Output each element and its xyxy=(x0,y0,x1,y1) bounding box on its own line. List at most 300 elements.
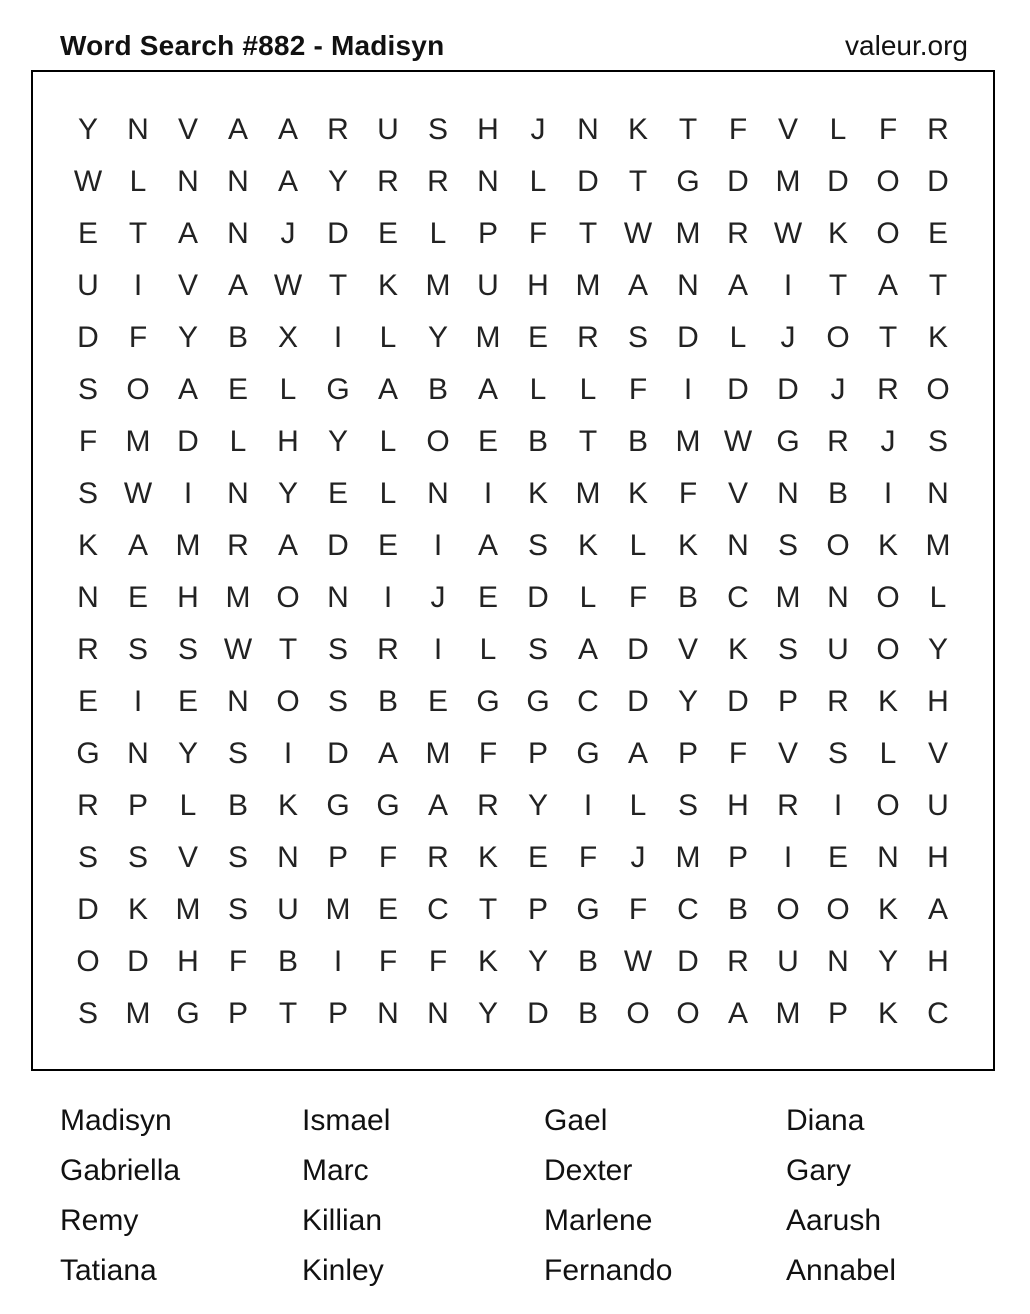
grid-letter: K xyxy=(627,113,648,146)
grid-letter: B xyxy=(727,893,748,926)
grid-letter: K xyxy=(877,685,898,718)
grid-letter: R xyxy=(77,789,99,822)
grid-letter: L xyxy=(429,217,447,250)
grid-letter: T xyxy=(578,217,598,250)
grid-letter: J xyxy=(430,581,446,614)
grid-letter: W xyxy=(73,165,103,198)
grid-letter: M xyxy=(425,737,451,770)
grid-letter: F xyxy=(478,737,498,770)
grid-letter: R xyxy=(227,529,249,562)
grid-letter: B xyxy=(277,945,298,978)
grid-letter: O xyxy=(426,425,450,458)
grid-letter: U xyxy=(477,269,499,302)
grid-letter: O xyxy=(876,633,900,666)
grid-letter: N xyxy=(777,477,799,510)
grid-letter: V xyxy=(777,737,798,770)
word-list xyxy=(60,1096,1028,1296)
grid-letter: F xyxy=(628,893,648,926)
grid-letter: L xyxy=(229,425,247,458)
grid-letter: Y xyxy=(927,633,948,666)
grid-letter: M xyxy=(325,893,351,926)
grid-letter: B xyxy=(627,425,648,458)
grid-letter: J xyxy=(530,113,546,146)
grid-letter: I xyxy=(483,477,493,510)
grid-letter: S xyxy=(627,321,648,354)
grid-letter: A xyxy=(477,529,498,562)
grid-letter: N xyxy=(127,113,149,146)
word-list-item: Dexter xyxy=(544,1154,633,1187)
grid-letter: S xyxy=(127,633,148,666)
grid-letter: O xyxy=(876,581,900,614)
grid-letter: J xyxy=(830,373,846,406)
grid-letter: K xyxy=(277,789,298,822)
grid-letter: N xyxy=(877,841,899,874)
grid-letter: W xyxy=(273,269,303,302)
grid-letter: N xyxy=(427,997,449,1030)
grid-letter: M xyxy=(575,477,601,510)
grid-letter: A xyxy=(177,373,198,406)
grid-letter: E xyxy=(377,217,398,250)
grid-letter: S xyxy=(777,529,798,562)
word-list-item: Ismael xyxy=(302,1104,391,1137)
grid-letter: M xyxy=(125,997,151,1030)
grid-letter: I xyxy=(883,477,893,510)
word-list-item: Tatiana xyxy=(60,1254,157,1287)
grid-letter: E xyxy=(827,841,848,874)
grid-letter: O xyxy=(126,373,150,406)
grid-letter: O xyxy=(276,685,300,718)
grid-letter: E xyxy=(127,581,148,614)
grid-letter: F xyxy=(678,477,698,510)
grid-letter: O xyxy=(826,893,850,926)
grid-letter: A xyxy=(727,269,748,302)
grid-letter: S xyxy=(77,841,98,874)
grid-letter: G xyxy=(526,685,550,718)
grid-letter: N xyxy=(227,217,249,250)
grid-letter: F xyxy=(878,113,898,146)
grid-letter: D xyxy=(577,165,599,198)
grid-letter: L xyxy=(379,321,397,354)
grid-letter: D xyxy=(327,217,349,250)
grid-letter: S xyxy=(827,737,848,770)
grid-letter: H xyxy=(477,113,499,146)
grid-letter: I xyxy=(783,269,793,302)
grid-letter: F xyxy=(228,945,248,978)
grid-letter: G xyxy=(376,789,400,822)
grid-letter: T xyxy=(478,893,498,926)
grid-letter: M xyxy=(175,893,201,926)
grid-letter: K xyxy=(927,321,948,354)
grid-letter: V xyxy=(927,737,948,770)
grid-letter: I xyxy=(133,685,143,718)
grid-letter: K xyxy=(877,893,898,926)
grid-letter: D xyxy=(77,893,99,926)
grid-letter: D xyxy=(727,685,749,718)
grid-letter: U xyxy=(277,893,299,926)
grid-letter: K xyxy=(627,477,648,510)
grid-letter: E xyxy=(477,425,498,458)
grid-letter: T xyxy=(828,269,848,302)
grid-letter: H xyxy=(927,841,949,874)
grid-letter: A xyxy=(727,997,748,1030)
grid-letter: A xyxy=(927,893,948,926)
grid-letter: P xyxy=(527,893,548,926)
grid-letter: B xyxy=(227,789,248,822)
grid-letter: B xyxy=(377,685,398,718)
grid-letter: E xyxy=(527,841,548,874)
grid-letter: N xyxy=(277,841,299,874)
grid-letter: W xyxy=(623,217,653,250)
grid-letter: N xyxy=(127,737,149,770)
word-list-item: Annabel xyxy=(786,1254,897,1287)
grid-letter: D xyxy=(177,425,199,458)
grid-letter: N xyxy=(477,165,499,198)
grid-letter: L xyxy=(829,113,847,146)
grid-letter: T xyxy=(278,997,298,1030)
grid-letter: S xyxy=(427,113,448,146)
grid-letter: B xyxy=(427,373,448,406)
grid-letter: S xyxy=(527,529,548,562)
grid-letter: P xyxy=(777,685,798,718)
grid-letter: S xyxy=(177,633,198,666)
page-header xyxy=(60,26,968,66)
grid-letter: C xyxy=(677,893,699,926)
grid-letter: L xyxy=(879,737,897,770)
grid-letter: A xyxy=(577,633,598,666)
grid-letter: R xyxy=(877,373,899,406)
grid-letter: H xyxy=(927,945,949,978)
grid-letter: X xyxy=(277,321,298,354)
grid-letter: W xyxy=(723,425,753,458)
grid-letter: Y xyxy=(177,321,198,354)
grid-letter: E xyxy=(927,217,948,250)
grid-letter: M xyxy=(775,997,801,1030)
grid-letter: N xyxy=(677,269,699,302)
grid-letter: L xyxy=(379,477,397,510)
grid-letter: M xyxy=(125,425,151,458)
grid-letter: L xyxy=(629,529,647,562)
grid-letter: U xyxy=(927,789,949,822)
grid-letter: E xyxy=(477,581,498,614)
grid-letter: M xyxy=(775,581,801,614)
grid-letter: C xyxy=(427,893,449,926)
grid-letter: K xyxy=(477,945,498,978)
grid-letter: C xyxy=(577,685,599,718)
grid-letter: N xyxy=(377,997,399,1030)
grid-letter: P xyxy=(677,737,698,770)
grid-letter: Y xyxy=(177,737,198,770)
grid-letter: A xyxy=(177,217,198,250)
grid-letter: G xyxy=(176,997,200,1030)
word-list-item: Marlene xyxy=(544,1204,653,1237)
grid-letter: Y xyxy=(277,477,298,510)
grid-letter: G xyxy=(76,737,100,770)
word-list-item: Gabriella xyxy=(60,1154,181,1187)
grid-letter: E xyxy=(227,373,248,406)
grid-letter: G xyxy=(326,373,350,406)
grid-letter: D xyxy=(77,321,99,354)
grid-letter: S xyxy=(327,685,348,718)
grid-letter: M xyxy=(775,165,801,198)
grid-letter: G xyxy=(576,737,600,770)
grid-letter: I xyxy=(333,321,343,354)
grid-letter: F xyxy=(378,945,398,978)
grid-letter: A xyxy=(277,165,298,198)
grid-letter: F xyxy=(128,321,148,354)
grid-letter: G xyxy=(776,425,800,458)
site-name: valeur.org xyxy=(845,30,968,61)
grid-letter: Y xyxy=(677,685,698,718)
grid-letter: Y xyxy=(477,997,498,1030)
grid-letter: I xyxy=(683,373,693,406)
grid-letter: G xyxy=(676,165,700,198)
grid-letter: D xyxy=(627,633,649,666)
grid-letter: E xyxy=(377,529,398,562)
grid-letter: R xyxy=(327,113,349,146)
grid-letter: P xyxy=(827,997,848,1030)
grid-letter: I xyxy=(333,945,343,978)
grid-letter: I xyxy=(133,269,143,302)
grid-letter: K xyxy=(527,477,548,510)
grid-letter: D xyxy=(677,321,699,354)
word-list-item: Gael xyxy=(544,1104,608,1137)
grid-letter: L xyxy=(579,373,597,406)
grid-letter: A xyxy=(227,113,248,146)
grid-letter: N xyxy=(727,529,749,562)
grid-letter: L xyxy=(579,581,597,614)
grid-letter: L xyxy=(729,321,747,354)
grid-letter: R xyxy=(777,789,799,822)
grid-letter: S xyxy=(127,841,148,874)
grid-letter: R xyxy=(727,945,749,978)
grid-letter: A xyxy=(627,269,648,302)
grid-letter: L xyxy=(279,373,297,406)
grid-letter: M xyxy=(225,581,251,614)
grid-letter: B xyxy=(577,945,598,978)
grid-letter: P xyxy=(477,217,498,250)
grid-letter: N xyxy=(577,113,599,146)
grid-letter: H xyxy=(527,269,549,302)
grid-letter: H xyxy=(727,789,749,822)
grid-letter: N xyxy=(827,945,849,978)
grid-letter: A xyxy=(277,113,298,146)
grid-letter: D xyxy=(327,529,349,562)
grid-letter: C xyxy=(927,997,949,1030)
grid-letter: L xyxy=(529,165,547,198)
grid-letter: B xyxy=(527,425,548,458)
grid-letter: N xyxy=(927,477,949,510)
grid-letter: U xyxy=(777,945,799,978)
grid-letter: D xyxy=(627,685,649,718)
grid-letter: P xyxy=(527,737,548,770)
grid-letter: G xyxy=(326,789,350,822)
grid-letter: O xyxy=(826,529,850,562)
grid-letter: S xyxy=(327,633,348,666)
grid-letter: N xyxy=(227,477,249,510)
word-list-item: Diana xyxy=(786,1104,865,1137)
grid-letter: V xyxy=(727,477,748,510)
grid-letter: H xyxy=(177,581,199,614)
grid-letter: F xyxy=(628,581,648,614)
grid-letter: S xyxy=(227,841,248,874)
grid-letter: L xyxy=(479,633,497,666)
grid-letter: K xyxy=(877,529,898,562)
grid-letter: T xyxy=(578,425,598,458)
grid-letter: B xyxy=(827,477,848,510)
grid-letter: M xyxy=(475,321,501,354)
grid-letter: I xyxy=(583,789,593,822)
grid-letter: R xyxy=(377,165,399,198)
grid-letter: I xyxy=(183,477,193,510)
grid-letter: H xyxy=(927,685,949,718)
grid-letter: I xyxy=(433,633,443,666)
grid-letter: R xyxy=(827,685,849,718)
grid-letter: O xyxy=(826,321,850,354)
grid-letter: A xyxy=(127,529,148,562)
grid-letter: T xyxy=(128,217,148,250)
grid-letter: V xyxy=(177,113,198,146)
grid-letter: F xyxy=(428,945,448,978)
grid-letter: M xyxy=(675,217,701,250)
grid-letter: T xyxy=(328,269,348,302)
grid-letter: E xyxy=(77,217,98,250)
grid-letter: A xyxy=(477,373,498,406)
grid-letter: R xyxy=(77,633,99,666)
grid-letter: T xyxy=(878,321,898,354)
grid-letter: A xyxy=(877,269,898,302)
grid-letter: W xyxy=(123,477,153,510)
grid-letter: M xyxy=(925,529,951,562)
grid-letter: G xyxy=(476,685,500,718)
grid-letter: D xyxy=(727,165,749,198)
grid-letter: K xyxy=(577,529,598,562)
grid-letter: A xyxy=(377,373,398,406)
word-list-item: Remy xyxy=(60,1204,139,1237)
grid-letter: J xyxy=(780,321,796,354)
grid-letter: D xyxy=(127,945,149,978)
grid-letter: O xyxy=(626,997,650,1030)
grid-letter: N xyxy=(827,581,849,614)
grid-letter: U xyxy=(377,113,399,146)
grid-letter: S xyxy=(77,477,98,510)
grid-letter: N xyxy=(427,477,449,510)
grid-letter: Y xyxy=(327,165,348,198)
grid-letter: N xyxy=(77,581,99,614)
grid-letter: S xyxy=(777,633,798,666)
grid-letter: L xyxy=(629,789,647,822)
grid-letter: K xyxy=(827,217,848,250)
grid-letter: F xyxy=(728,113,748,146)
grid-letter: A xyxy=(427,789,448,822)
grid-letter: K xyxy=(477,841,498,874)
word-list-item: Killian xyxy=(302,1204,383,1237)
grid-letter: S xyxy=(227,737,248,770)
word-list-item: Marc xyxy=(302,1154,369,1187)
grid-letter: R xyxy=(577,321,599,354)
grid-letter: G xyxy=(576,893,600,926)
grid-letter: P xyxy=(227,997,248,1030)
grid-letter: T xyxy=(928,269,948,302)
grid-letter: D xyxy=(727,373,749,406)
grid-letter: O xyxy=(676,997,700,1030)
grid-letter: N xyxy=(327,581,349,614)
grid-letter: S xyxy=(527,633,548,666)
grid-letter: S xyxy=(677,789,698,822)
grid-letter: P xyxy=(127,789,148,822)
grid-letter: R xyxy=(827,425,849,458)
grid-letter: A xyxy=(227,269,248,302)
grid-letter: W xyxy=(773,217,803,250)
grid-letter: K xyxy=(377,269,398,302)
grid-letter: K xyxy=(877,997,898,1030)
grid-letter: E xyxy=(427,685,448,718)
grid-letter: T xyxy=(628,165,648,198)
grid-letter: V xyxy=(777,113,798,146)
grid-letter: S xyxy=(227,893,248,926)
grid-letter: R xyxy=(927,113,949,146)
grid-letter: F xyxy=(378,841,398,874)
grid-letter: R xyxy=(477,789,499,822)
grid-letter: B xyxy=(577,997,598,1030)
grid-letter: L xyxy=(379,425,397,458)
grid-letter: C xyxy=(727,581,749,614)
letter-grid xyxy=(63,104,963,1040)
grid-letter: L xyxy=(129,165,147,198)
grid-letter: D xyxy=(827,165,849,198)
grid-letter: V xyxy=(677,633,698,666)
grid-letter: W xyxy=(223,633,253,666)
grid-letter: U xyxy=(77,269,99,302)
grid-letter: Y xyxy=(427,321,448,354)
grid-letter: P xyxy=(727,841,748,874)
grid-letter: D xyxy=(527,581,549,614)
grid-letter: D xyxy=(327,737,349,770)
grid-letter: A xyxy=(277,529,298,562)
grid-letter: F xyxy=(628,373,648,406)
puzzle-title: Word Search #882 - Madisyn xyxy=(60,30,445,61)
grid-letter: A xyxy=(377,737,398,770)
grid-letter: F xyxy=(578,841,598,874)
grid-letter: Y xyxy=(327,425,348,458)
grid-letter: L xyxy=(529,373,547,406)
grid-letter: D xyxy=(677,945,699,978)
grid-letter: M xyxy=(575,269,601,302)
grid-letter: E xyxy=(327,477,348,510)
grid-letter: O xyxy=(926,373,950,406)
grid-letter: M xyxy=(175,529,201,562)
grid-letter: E xyxy=(177,685,198,718)
grid-letter: K xyxy=(77,529,98,562)
grid-letter: Y xyxy=(77,113,98,146)
grid-letter: M xyxy=(425,269,451,302)
grid-letter: M xyxy=(675,425,701,458)
grid-letter: E xyxy=(527,321,548,354)
grid-letter: S xyxy=(77,997,98,1030)
grid-letter: K xyxy=(727,633,748,666)
grid-letter: B xyxy=(677,581,698,614)
grid-letter: T xyxy=(678,113,698,146)
grid-letter: R xyxy=(727,217,749,250)
grid-letter: O xyxy=(876,165,900,198)
grid-letter: O xyxy=(876,217,900,250)
grid-letter: O xyxy=(876,789,900,822)
grid-letter: N xyxy=(177,165,199,198)
grid-letter: I xyxy=(783,841,793,874)
grid-letter: K xyxy=(677,529,698,562)
grid-letter: R xyxy=(377,633,399,666)
grid-letter: K xyxy=(127,893,148,926)
grid-letter: Y xyxy=(527,789,548,822)
